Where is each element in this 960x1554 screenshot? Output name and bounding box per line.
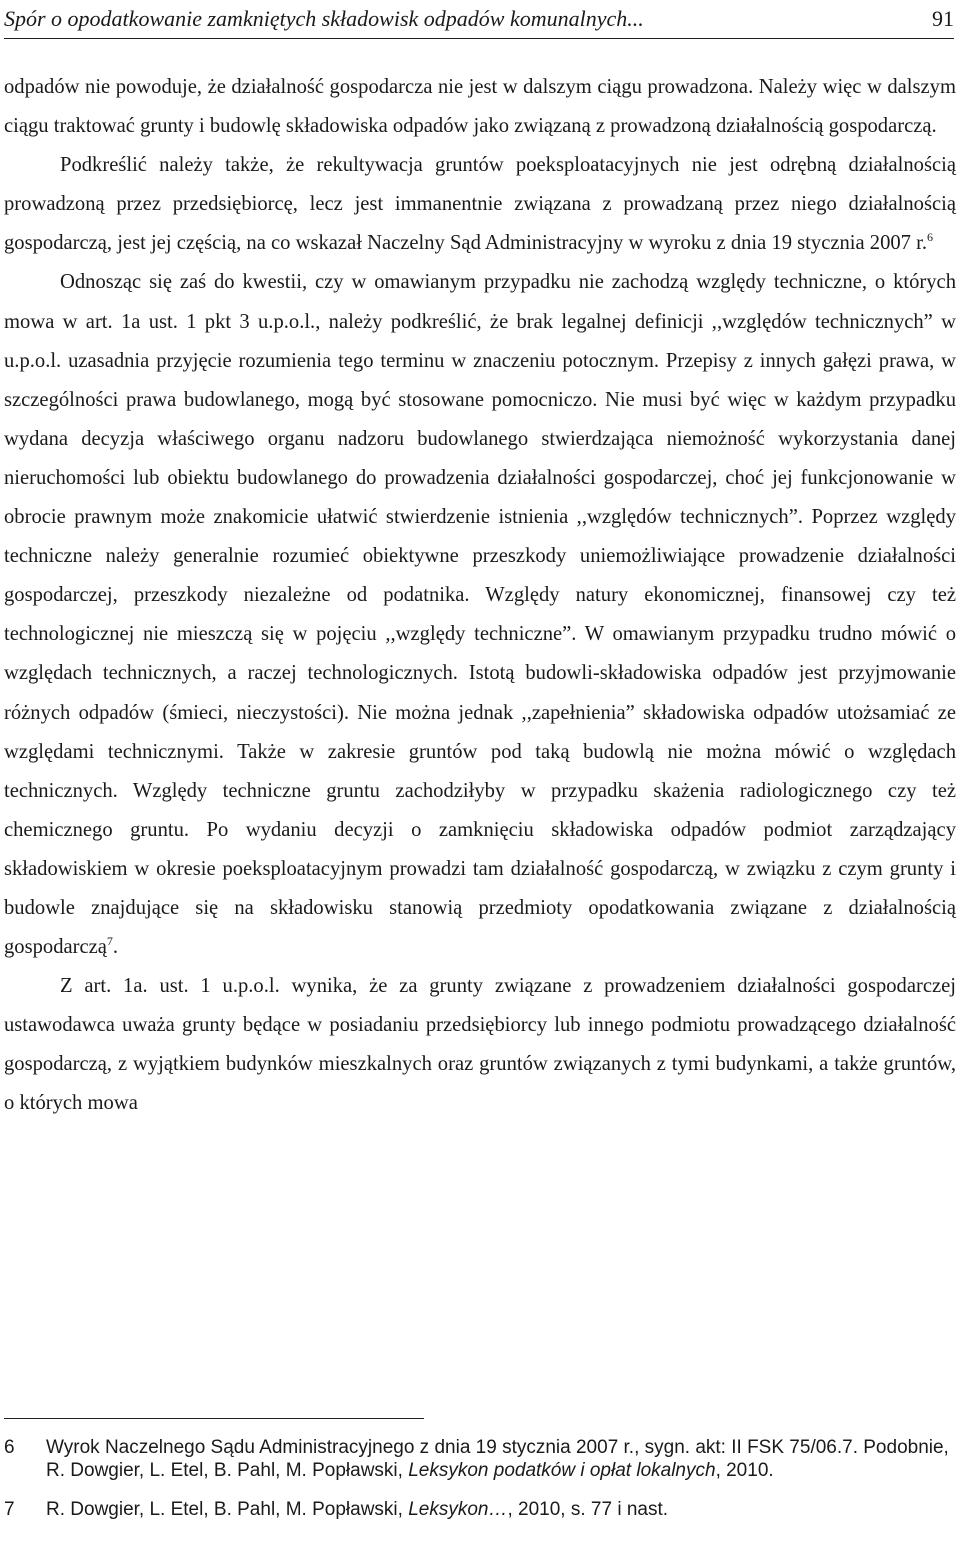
footnote-text-b: , 2010. (715, 1460, 774, 1481)
footnote-title: Leksykon podatków i opłat lokalnych (408, 1460, 716, 1481)
paragraph-3 (4, 263, 956, 967)
footnote-ref-7[interactable]: 7 (106, 934, 113, 949)
footnote-divider (4, 1418, 424, 1419)
footnote-text (46, 1498, 956, 1521)
footnote-ref-6[interactable]: 6 (927, 230, 933, 245)
paragraph-3-text: Odnosząc się zaś do kwestii, czy w omawianym przypadku nie zachodzą względy techniczne, o których mowa w art. 1a ust. 1 pkt 3 u.p.o.l., należy podkreślić, że brak legalnej definicji ,,względów technicznych” w u.p.o.l. uzasadnia przyjęcie rozumienia tego terminu w znaczeniu potocznym. Przepisy z innych gałęzi prawa, w szczególności prawa budowlanego, mogą być stosowane pomocniczo. Nie musi być więc w każdym przypadku wydana decyzja właściwego organu nadzoru budowlanego stwierdzająca niemożność wykorzystania danej nieruchomości lub obiektu budowlanego do prowadzenia działalności gospodarczej, choć jej funkcjonowanie w obrocie prawnym może znakomicie ułatwić stwierdzenie istnienia ,,względów technicznych”. Poprzez względy techniczne należy generalnie rozumieć obiektywne przeszkody uniemożliwiające prowadzenie działalności gospodarczej, przeszkody niezależne od podatnika. Względy natury ekonomicznej, finansowej czy też technologicznej nie mieszczą się w pojęciu ,,względy techniczne”. W omawianym przypadku trudno mówić o względach technicznych, a raczej technologicznych. Istotą budowli-składowiska odpadów jest przyjmowanie różnych odpadów (śmieci, nieczystości). Nie można jednak ,,zapełnienia” składowiska odpadów utożsamiać ze względami technicznymi. Także w zakresie gruntów pod taką budowlą nie można mówić o względach technicznych. Względy techniczne gruntu zachodziłyby w przypadku skażenia radiologicznego czy też chemicznego gruntu. Po wydaniu decyzji o zamknięciu składowiska odpadów podmiot zarządzający składowiskiem w okresie poeksploatacyjnym prowadzi tam działalność gospodarczą, w związku z czym grunty i budowle znajdujące się na składowisku stanowią przedmioty opodatkowania związane z działalnością gospodarczą (4, 271, 956, 959)
footnote-7 (4, 1498, 956, 1521)
footnote-text-a: R. Dowgier, L. Etel, B. Pahl, M. Popławski, (46, 1499, 409, 1520)
paragraph-2 (4, 146, 956, 263)
footnote-6 (4, 1436, 956, 1482)
header-divider (4, 38, 954, 39)
footnote-number: 7 (4, 1499, 15, 1520)
running-title: Spór o opodatkowanie zamkniętych składowisk odpadów komunalnych... (4, 6, 644, 31)
footnote-text (46, 1436, 956, 1482)
paragraph-4: Z art. 1a. ust. 1 u.p.o.l. wynika, że za grunty związane z prowadzeniem działalności gospodarczej ustawodawca uważa grunty będące w posiadaniu przedsiębiorcy lub innego podmiotu prowadzącego działalność gospodarczą, z wyjątkiem budynków mieszkalnych oraz gruntów związanych z tymi budynkami, a także gruntów, o których mowa (4, 975, 956, 1115)
main-text (4, 68, 956, 1124)
footnote-title: Leksykon… (408, 1499, 508, 1520)
paragraph-1: odpadów nie powoduje, że działalność gospodarcza nie jest w dalszym ciągu prowadzona. Należy więc w dalszym ciągu traktować grunty i budowlę składowiska odpadów jako związaną z prowadzoną działalnością gospodarczą. (4, 76, 956, 138)
paragraph-3-end: . (112, 936, 119, 959)
paragraph-2-text: Podkreślić należy także, że rekultywacja gruntów poeksploatacyjnych nie jest odrębną działalnością prowadzoną przez przedsiębiorcę, lecz jest immanentnie związana z prowadzaną przez niego działalnością gospodarczą, jest jej częścią, na co wskazał Naczelny Sąd Administracyjny w wyroku z dnia 19 stycznia 2007 r. (4, 154, 956, 255)
footnote-number: 6 (4, 1437, 15, 1458)
footnotes (4, 1436, 956, 1521)
footnote-text-b: , 2010, s. 77 i nast. (507, 1499, 669, 1520)
page-number: 91 (932, 6, 954, 31)
footnote-text-a: Wyrok Naczelnego Sądu Administracyjnego z dnia 19 stycznia 2007 r., sygn. akt: II FSK 75/06.7. Podobnie, R. Dowgier, L. Etel, B. Pahl, M. Popławski, (46, 1437, 949, 1481)
running-header (4, 2, 954, 32)
